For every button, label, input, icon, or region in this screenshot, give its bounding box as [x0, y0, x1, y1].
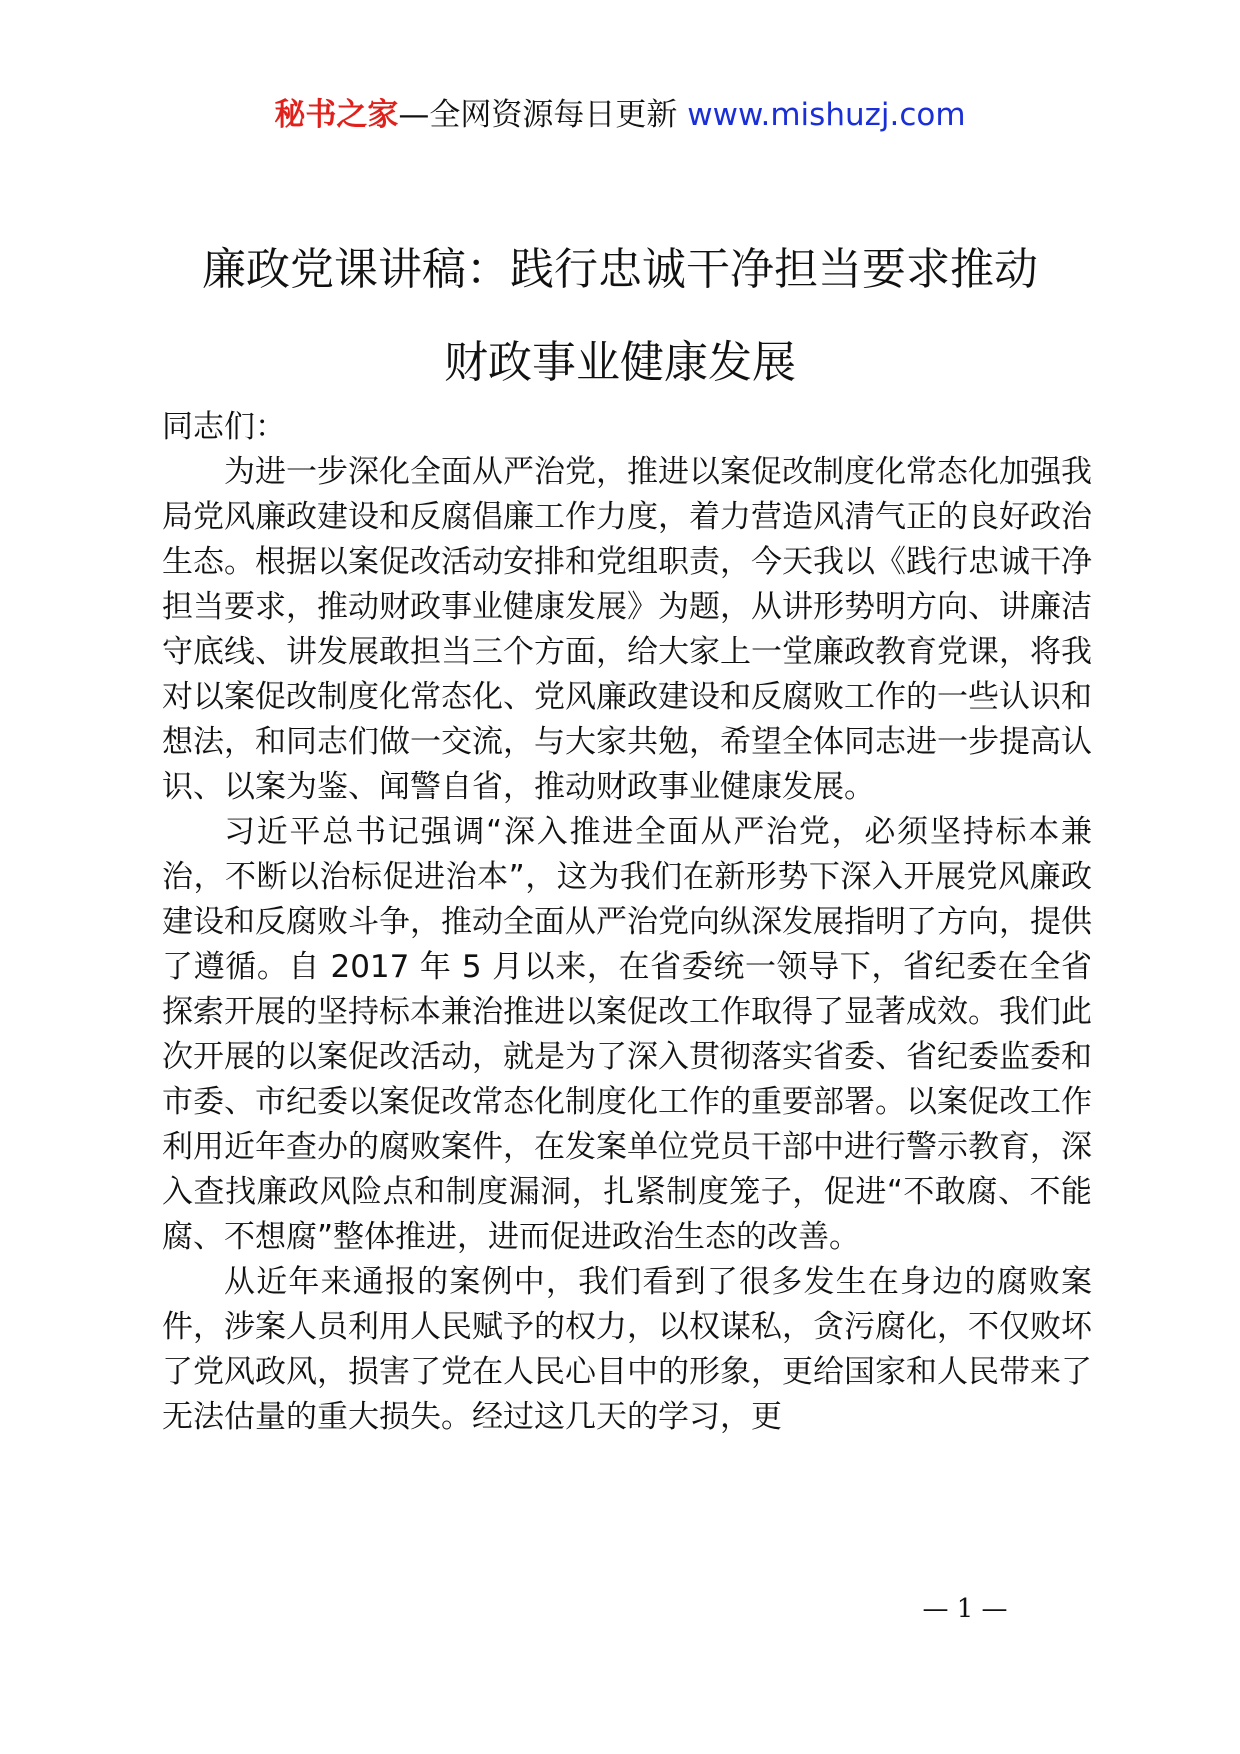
document-body [162, 405, 1092, 1440]
site-header [0, 95, 1240, 135]
paragraph-3: 从近年来通报的案例中，我们看到了很多发生在身边的腐败案件，涉案人员利用人民赋予的权力，以权谋私，贪污腐化，不仅败坏了党风政风，损害了党在人民心目中的形象，更给国家和人民带来了无法估量的重大损失。经过这几天的学习，更 [162, 1264, 1092, 1435]
document-title-line-1: 廉政党课讲稿：践行忠诚干净担当要求推动 [202, 244, 1038, 295]
salutation: 同志们： [162, 409, 286, 445]
site-url-link[interactable]: www.mishuzj.com [687, 97, 966, 133]
page-number: — 1 — [922, 1594, 1008, 1624]
site-slogan: —全网资源每日更新 [398, 97, 678, 133]
paragraph-2: 习近平总书记强调“深入推进全面从严治党，必须坚持标本兼治，不断以治标促进治本”，这为我们在新形势下深入开展党风廉政建设和反腐败斗争，推动全面从严治党向纵深发展指明了方向，提供了遵循。自 2017 年 5 月以来，在省委统一领导下，省纪委在全省探索开展的坚持标本兼治推进以案促改工作取得了显著成效。我们此次开展的以案促改活动，就是为了深入贯彻落实省委、省纪委监委和市委、市纪委以案促改常态化制度化工作的重要部署。以案促改工作利用近年查办的腐败案件，在发案单位党员干部中进行警示教育，深入查找廉政风险点和制度漏洞，扎紧制度笼子，促进“不敢腐、不能腐、不想腐”整体推进，进而促进政治生态的改善。 [162, 814, 1092, 1255]
paragraph-1: 为进一步深化全面从严治党，推进以案促改制度化常态化加强我局党风廉政建设和反腐倡廉工作力度，着力营造风清气正的良好政治生态。根据以案促改活动安排和党组职责，今天我以《践行忠诚干净担当要求，推动财政事业健康发展》为题，从讲形势明方向、讲廉洁守底线、讲发展敢担当三个方面，给大家上一堂廉政教育党课，将我对以案促改制度化常态化、党风廉政建设和反腐败工作的一些认识和想法，和同志们做一交流，与大家共勉，希望全体同志进一步提高认识、以案为鉴、闻警自省，推动财政事业健康发展。 [162, 454, 1092, 805]
document-title-line-2: 财政事业健康发展 [444, 337, 796, 388]
site-brand: 秘书之家 [274, 97, 399, 133]
